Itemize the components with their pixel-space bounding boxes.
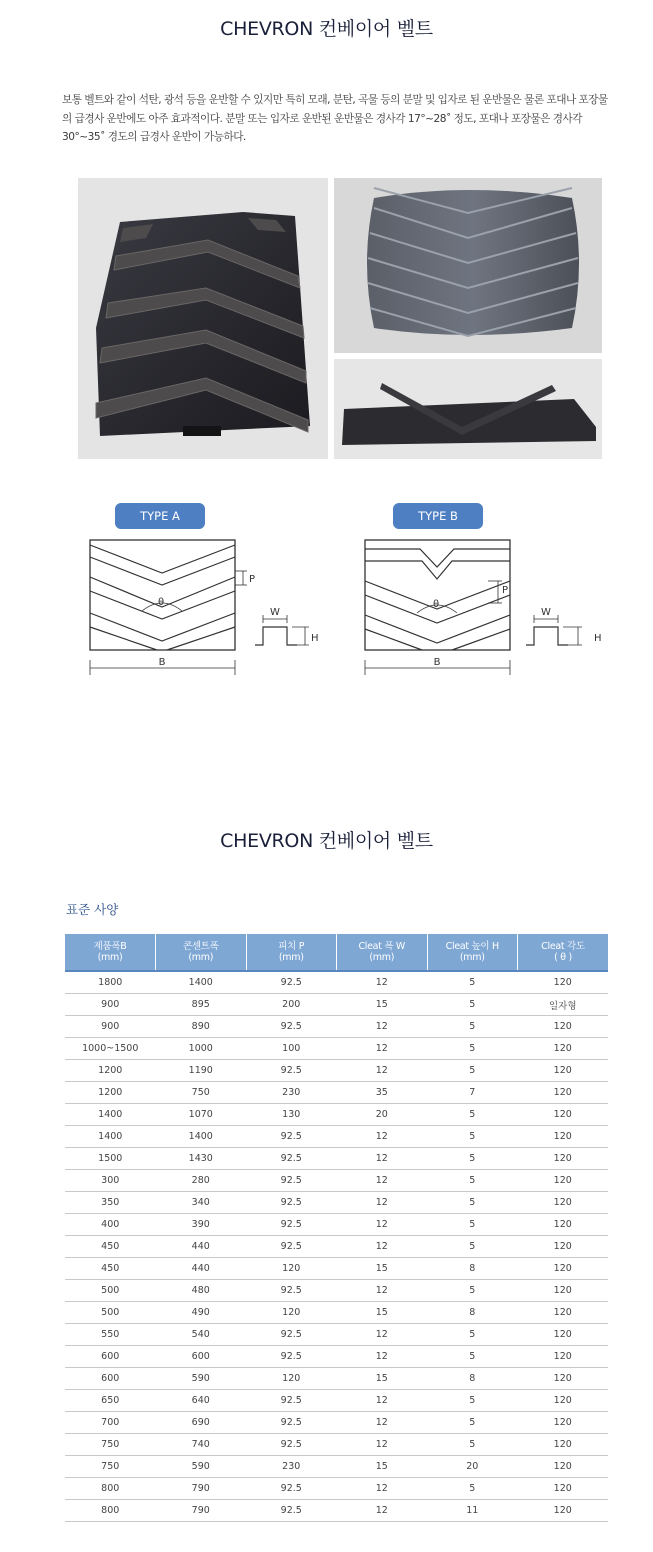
table-cell: 120 [246, 1302, 337, 1324]
theta-label: θ [157, 597, 165, 608]
table-cell: 12 [337, 1346, 428, 1368]
table-cell: 1000 [156, 1038, 247, 1060]
table-cell: 120 [518, 1434, 609, 1456]
table-cell: 600 [65, 1368, 156, 1390]
table-cell: 120 [518, 1170, 609, 1192]
table-cell: 12 [337, 1390, 428, 1412]
table-row [65, 1236, 608, 1258]
col-header: Cleat 높이 H (mm) [427, 934, 518, 971]
table-cell: 35 [337, 1082, 428, 1104]
table-cell: 800 [65, 1500, 156, 1522]
table-cell: 640 [156, 1390, 247, 1412]
table-cell: 92.5 [246, 1346, 337, 1368]
table-cell: 5 [427, 1104, 518, 1126]
table-cell: 92.5 [246, 1236, 337, 1258]
table-cell: 690 [156, 1412, 247, 1434]
table-cell: 890 [156, 1016, 247, 1038]
table-cell: 120 [518, 1324, 609, 1346]
table-cell: 15 [337, 1368, 428, 1390]
col-header: Cleat 폭 W (mm) [337, 934, 428, 971]
table-cell: 12 [337, 1016, 428, 1038]
cleat-h-label: H [594, 633, 602, 644]
table-cell: 5 [427, 1060, 518, 1082]
table-cell: 120 [518, 1104, 609, 1126]
table-cell: 12 [337, 1060, 428, 1082]
table-row [65, 994, 608, 1016]
type-b-diagram [360, 535, 610, 685]
table-cell: 350 [65, 1192, 156, 1214]
width-b-label: B [158, 657, 166, 668]
table-cell: 12 [337, 1280, 428, 1302]
table-cell: 5 [427, 1412, 518, 1434]
table-cell: 8 [427, 1302, 518, 1324]
table-row [65, 1038, 608, 1060]
table-cell: 12 [337, 1434, 428, 1456]
table-cell: 390 [156, 1214, 247, 1236]
chevron-belt-photo [78, 178, 328, 459]
table-cell: 790 [156, 1478, 247, 1500]
table-row [65, 1170, 608, 1192]
table-cell: 92.5 [246, 1390, 337, 1412]
table-cell: 5 [427, 1214, 518, 1236]
table-row [65, 1214, 608, 1236]
table-cell: 일자형 [518, 994, 609, 1016]
table-cell: 92.5 [246, 1170, 337, 1192]
table-cell: 450 [65, 1258, 156, 1280]
table-cell: 92.5 [246, 1280, 337, 1302]
table-cell: 440 [156, 1236, 247, 1258]
table-cell: 5 [427, 1346, 518, 1368]
table-cell: 120 [518, 1346, 609, 1368]
table-cell: 120 [518, 1258, 609, 1280]
table-cell: 8 [427, 1368, 518, 1390]
table-cell: 5 [427, 1126, 518, 1148]
table-cell: 20 [427, 1456, 518, 1478]
table-cell: 5 [427, 1016, 518, 1038]
table-cell: 5 [427, 1324, 518, 1346]
table-cell: 500 [65, 1302, 156, 1324]
table-cell: 15 [337, 994, 428, 1016]
table-cell: 600 [156, 1346, 247, 1368]
table-cell: 120 [246, 1368, 337, 1390]
table-cell: 1400 [156, 1126, 247, 1148]
table-cell: 590 [156, 1456, 247, 1478]
table-cell: 650 [65, 1390, 156, 1412]
table-cell: 1400 [65, 1104, 156, 1126]
spec-header-row [65, 934, 608, 971]
table-cell: 1070 [156, 1104, 247, 1126]
table-row [65, 1060, 608, 1082]
table-row [65, 1368, 608, 1390]
table-cell: 340 [156, 1192, 247, 1214]
table-cell: 600 [65, 1346, 156, 1368]
table-row [65, 1258, 608, 1280]
table-cell: 490 [156, 1302, 247, 1324]
table-cell: 5 [427, 1038, 518, 1060]
table-cell: 12 [337, 1038, 428, 1060]
table-cell: 92.5 [246, 1434, 337, 1456]
table-cell: 590 [156, 1368, 247, 1390]
col-header: 피치 P (mm) [246, 934, 337, 971]
table-cell: 12 [337, 971, 428, 994]
table-cell: 5 [427, 1192, 518, 1214]
table-cell: 1190 [156, 1060, 247, 1082]
table-cell: 120 [518, 1478, 609, 1500]
table-row [65, 1302, 608, 1324]
table-cell: 1200 [65, 1082, 156, 1104]
table-cell: 120 [518, 1412, 609, 1434]
table-cell: 500 [65, 1280, 156, 1302]
table-cell: 12 [337, 1236, 428, 1258]
table-cell: 790 [156, 1500, 247, 1522]
table-cell: 120 [518, 1082, 609, 1104]
pitch-label: P [249, 574, 256, 585]
table-cell: 12 [337, 1148, 428, 1170]
cleat-h-label: H [311, 633, 319, 644]
table-cell: 12 [337, 1214, 428, 1236]
table-row [65, 971, 608, 994]
table-cell: 120 [518, 1280, 609, 1302]
table-row [65, 1104, 608, 1126]
table-cell: 92.5 [246, 1214, 337, 1236]
spec-title: CHEVRON 컨베이어 벨트 [220, 830, 433, 852]
table-cell: 120 [246, 1258, 337, 1280]
table-cell: 5 [427, 1280, 518, 1302]
table-cell: 1800 [65, 971, 156, 994]
table-row [65, 1192, 608, 1214]
pitch-label: P [502, 585, 509, 596]
table-cell: 120 [518, 1456, 609, 1478]
table-cell: 120 [518, 1192, 609, 1214]
col-header: 콘센트폭 (mm) [156, 934, 247, 971]
table-cell: 120 [518, 1500, 609, 1522]
spec-subtitle: 표준 사양 [66, 902, 119, 917]
table-cell: 120 [518, 1038, 609, 1060]
table-cell: 92.5 [246, 1016, 337, 1038]
table-cell: 15 [337, 1302, 428, 1324]
table-cell: 230 [246, 1082, 337, 1104]
table-cell: 450 [65, 1236, 156, 1258]
table-cell: 92.5 [246, 1478, 337, 1500]
table-row [65, 1126, 608, 1148]
table-cell: 100 [246, 1038, 337, 1060]
table-row [65, 1082, 608, 1104]
cleat-w-label: W [541, 607, 551, 618]
table-cell: 120 [518, 1368, 609, 1390]
table-cell: 8 [427, 1258, 518, 1280]
table-cell: 1000~1500 [65, 1038, 156, 1060]
table-cell: 12 [337, 1126, 428, 1148]
table-cell: 230 [246, 1456, 337, 1478]
table-cell: 120 [518, 1236, 609, 1258]
type-b-badge: TYPE B [393, 503, 483, 529]
table-cell: 92.5 [246, 1148, 337, 1170]
table-cell: 120 [518, 1148, 609, 1170]
table-cell: 92.5 [246, 971, 337, 994]
col-header: 제품폭B (mm) [65, 934, 156, 971]
table-cell: 1500 [65, 1148, 156, 1170]
table-row [65, 1346, 608, 1368]
table-cell: 5 [427, 1148, 518, 1170]
table-cell: 7 [427, 1082, 518, 1104]
table-row [65, 1390, 608, 1412]
table-cell: 750 [156, 1082, 247, 1104]
table-cell: 92.5 [246, 1412, 337, 1434]
table-row [65, 1148, 608, 1170]
type-a-badge: TYPE A [115, 503, 205, 529]
table-cell: 5 [427, 1478, 518, 1500]
table-cell: 5 [427, 1434, 518, 1456]
table-cell: 750 [65, 1434, 156, 1456]
type-a-diagram [85, 535, 335, 685]
table-cell: 1200 [65, 1060, 156, 1082]
table-cell: 120 [518, 1302, 609, 1324]
table-cell: 12 [337, 1192, 428, 1214]
table-cell: 900 [65, 1016, 156, 1038]
table-cell: 540 [156, 1324, 247, 1346]
table-row [65, 1434, 608, 1456]
page-title: CHEVRON 컨베이어 벨트 [220, 18, 433, 40]
table-row [65, 1324, 608, 1346]
table-cell: 92.5 [246, 1324, 337, 1346]
table-cell: 15 [337, 1258, 428, 1280]
table-cell: 1400 [65, 1126, 156, 1148]
table-cell: 120 [518, 1126, 609, 1148]
table-cell: 1400 [156, 971, 247, 994]
table-cell: 12 [337, 1324, 428, 1346]
table-cell: 12 [337, 1478, 428, 1500]
table-cell: 300 [65, 1170, 156, 1192]
table-cell: 280 [156, 1170, 247, 1192]
table-cell: 92.5 [246, 1060, 337, 1082]
table-cell: 700 [65, 1412, 156, 1434]
table-row [65, 1456, 608, 1478]
table-cell: 11 [427, 1500, 518, 1522]
table-cell: 900 [65, 994, 156, 1016]
table-row [65, 1016, 608, 1038]
table-row [65, 1412, 608, 1434]
table-cell: 120 [518, 971, 609, 994]
chevron-belt-side-photo [334, 359, 602, 459]
theta-label: θ [432, 599, 440, 610]
chevron-belt-roll-photo [334, 178, 602, 353]
table-cell: 800 [65, 1478, 156, 1500]
table-cell: 5 [427, 994, 518, 1016]
table-cell: 12 [337, 1170, 428, 1192]
table-cell: 550 [65, 1324, 156, 1346]
table-cell: 120 [518, 1016, 609, 1038]
table-cell: 400 [65, 1214, 156, 1236]
col-header: Cleat 각도 ( θ ) [518, 934, 609, 971]
spec-table [65, 934, 608, 1522]
table-cell: 5 [427, 971, 518, 994]
table-cell: 92.5 [246, 1192, 337, 1214]
table-cell: 895 [156, 994, 247, 1016]
table-cell: 120 [518, 1214, 609, 1236]
table-cell: 5 [427, 1170, 518, 1192]
table-cell: 92.5 [246, 1500, 337, 1522]
table-cell: 5 [427, 1236, 518, 1258]
table-cell: 92.5 [246, 1126, 337, 1148]
table-cell: 20 [337, 1104, 428, 1126]
table-cell: 130 [246, 1104, 337, 1126]
table-cell: 5 [427, 1390, 518, 1412]
table-cell: 440 [156, 1258, 247, 1280]
table-cell: 1430 [156, 1148, 247, 1170]
table-cell: 12 [337, 1412, 428, 1434]
table-cell: 750 [65, 1456, 156, 1478]
table-cell: 480 [156, 1280, 247, 1302]
table-cell: 120 [518, 1060, 609, 1082]
table-cell: 120 [518, 1390, 609, 1412]
cleat-w-label: W [270, 607, 280, 618]
intro-paragraph: 보통 벨트와 같이 석탄, 광석 등을 운반할 수 있지만 특히 모래, 분탄, 곡물 등의 분말 및 입자로 된 운반물은 물론 포대나 포장물의 급경사 운반에도 아주 효과적이다. 분말 또는 입자로 운반된 운반물은 경사각 17°~28˚ 정도, 포대나 포장물은 경사각 30°~35˚ 경도의 급경사 운반이 가능하다. [62, 94, 608, 143]
table-row [65, 1478, 608, 1500]
table-cell: 12 [337, 1500, 428, 1522]
table-cell: 740 [156, 1434, 247, 1456]
table-row [65, 1500, 608, 1522]
width-b-label: B [433, 657, 441, 668]
table-cell: 15 [337, 1456, 428, 1478]
table-row [65, 1280, 608, 1302]
table-cell: 200 [246, 994, 337, 1016]
